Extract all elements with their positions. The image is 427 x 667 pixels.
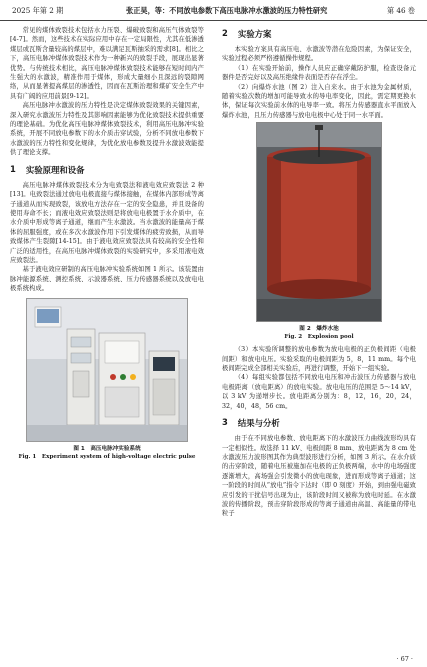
section-heading xyxy=(222,417,416,429)
paragraph: 高压电脉冲煤体致裂技术分为电致裂法和液电效应致裂法 2 种[13]。电致裂法通过放电电极直接与煤体接触，在煤体内部形成等离子通道从而实现致裂，该放电方法存在一定的安全隐患，并且设备的使用寿命不长；而液电效应致裂法则是将放电电极置于水介质中，在水介质中形成等离子通道，继而产生水激波。当水激波的能量高于煤体的屈服强度，或在多次水激波作用下引发煤体的疲劳致损，从而导致煤体产生裂隙[14-15]。由于液电效应致裂法具有较高的安全性和广泛的适用性，在高压电脉冲煤体致裂的实验研究中，多采用液电效应致裂法。 xyxy=(10,181,204,264)
paragraph: 由于在不同放电参数、放电距离下的水激波压力曲线波形均具有一定相似性。故选择 11 kV、电极间距 8 mm、放电距离为 8 cm 处水激波压力波形图其作为典型波形进行分析，如图 3 所示。在水介质的击穿阶段，随着电压被施加在电极的正负极两端，水中的电场强度逐渐增大，高场强会引发微小的放电现象，进而形成等离子通道；这一阶段的时间从“放电”指令下达时（即 0 刻度）开始，到由强电磁致应引发的干扰信号出现为止，该阶段时间又被称为放电时延。在水激波的传播阶段，预击穿阶段形成的等离子通道由高温、高能量的带电粒子 xyxy=(222,435,416,518)
section-number: 2 xyxy=(222,28,228,38)
figure-2-caption-en: Fig. 2 Explosion pool xyxy=(284,334,354,341)
running-header xyxy=(0,0,427,21)
figure-2 xyxy=(222,122,416,341)
section-heading xyxy=(10,164,204,176)
left-column xyxy=(10,26,204,461)
paragraph: 高压电脉冲水激波的压力特性是决定煤体致裂效果的关键因素，深入研究水激波压力特性及其影响因素能够为优化致裂技术提供重要的理论基础。为优化高压电脉冲煤体致裂技术，利用高压电脉冲实验系统，开展不同放电参数下的水介质击穿试验，分析不同放电参数下水激波的压力特性和变化规律，为优化放电参数及提升水激波效能提供了理论支撑。 xyxy=(10,102,204,157)
experiment-system-photo xyxy=(26,298,188,442)
figure-1-caption: 图 1 高压电脉冲实验系统 xyxy=(73,445,141,452)
explosion-pool-photo xyxy=(256,122,382,322)
volume-label: 第 46 卷 xyxy=(386,6,415,15)
issue-label: 2025 年第 2 期 xyxy=(12,6,64,15)
figure-1-caption-en: Fig. 1 Experiment system of high-voltage electric pulse xyxy=(18,453,196,460)
paragraph: （4）每组实验都包括不同放电电压和冲击波压力传感器与放电电极距离（放电距离）的放电实验。放电电压的范围是 5～14 kV，以 3 kV 为递增步长。放电距离分别为：8，12，16，20，24，32，40，48，56 cm。 xyxy=(222,374,416,410)
paragraph: （1）在实验开始前，操作人员应正确穿戴防护服，检查设备元器件是否完好以及高压绝缘件表面是否存在浮尘。 xyxy=(222,64,416,82)
explosion-pool-illustration xyxy=(257,123,381,321)
paragraph: 本实验方案具有高压电、水激波等潜在危险因素，为保证安全，实验过程必须严格遵循操作规程。 xyxy=(222,46,416,63)
page-number: · 67 · xyxy=(396,655,413,663)
section-heading xyxy=(222,28,416,40)
running-title: 张正昊，等：不同放电参数下高压电脉冲水激波的压力特性研究 xyxy=(126,6,328,15)
section-title: 结果与分析 xyxy=(237,418,280,429)
section-number: 1 xyxy=(10,163,16,174)
section-number: 3 xyxy=(222,417,228,428)
figure-1 xyxy=(10,298,204,461)
figure-2-caption: 图 2 爆炸水池 xyxy=(299,326,339,333)
experiment-system-illustration xyxy=(27,299,187,441)
section-title: 实验原理和设备 xyxy=(25,164,85,175)
section-title: 实验方案 xyxy=(237,29,272,39)
paragraph: （3）本实验所调整的放电参数为放电电极的正负极间距（电极间距）和放电电压。实验采取的电极间距为 5，8，11 mm。每个电极间距完成全部相关实验后，再进行调整，开始下一组实验。 xyxy=(222,346,416,373)
paragraph: 常见的煤体致裂技术包括水力压裂、爆破致裂和高压气体致裂等[4-7]。然而，这些技术在实际应用中存在一定局限性，尤其在低渗透煤层或瓦斯含量较高的煤层中，难以满足瓦斯抽采的需求[8]。相比之下，高压电脉冲煤体致裂技术作为一种新兴的致裂手段，展现出显著优势。与传统技术相比，高压电脉冲煤体致裂技术能够在短时间内产生强大的水激波，精准作用于煤体，形成大量细小且深远的裂隙网络，从而显著提高煤层的渗透性，因而在瓦斯治理和煤矿安全生产中具有广阔的应用前景[9-12]。 xyxy=(10,27,204,100)
paragraph: 基于液电效应研制的高压电脉冲实验系统如图 1 所示。该装置由脉冲能源系统、测控系统、示波器系统、压力传感器系统以及放电电极系统构成。 xyxy=(10,266,204,293)
right-column xyxy=(222,26,416,519)
paragraph: （2）向爆炸水池（图 2）注入自来水。由于水池为金属材质，随着实验次数的增加可能导致水的导电率变化，因此，需定期更换水体，保证每次实验前水体的电导率一致。将压力传感器直水平面放入爆炸水池，且压力传感器与放电电极中心处于同一水平面。 xyxy=(222,83,416,119)
